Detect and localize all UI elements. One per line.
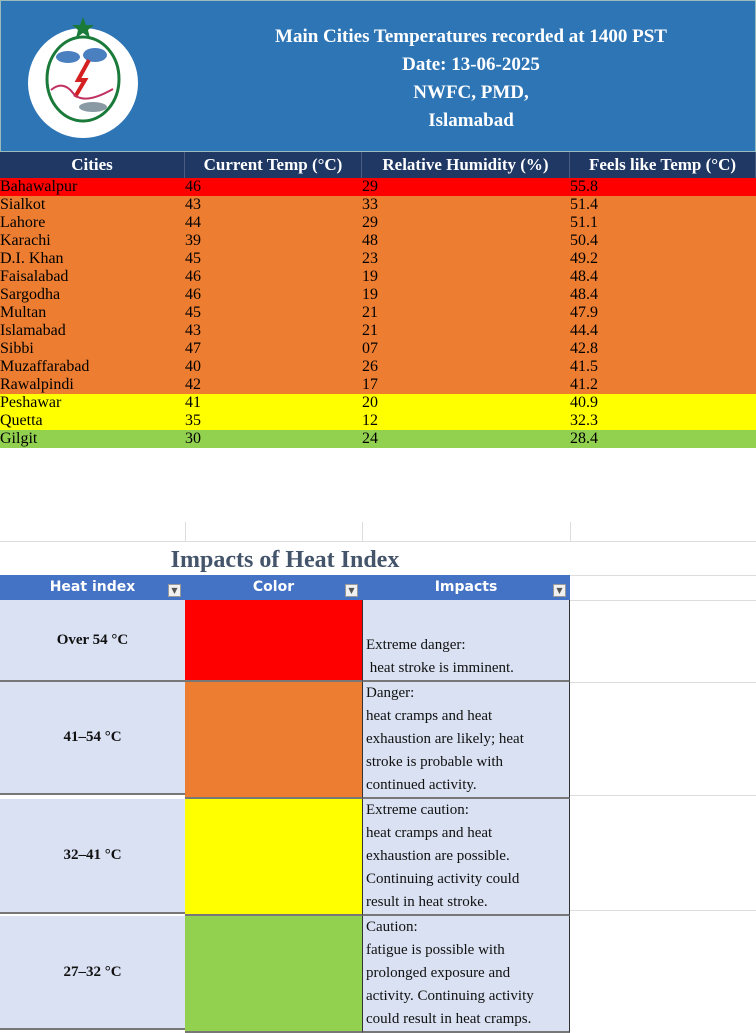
- cell-rh: 29: [362, 214, 570, 232]
- cell-temp: 43: [185, 322, 362, 340]
- cell-temp: 35: [185, 412, 362, 430]
- cell-city: Karachi: [0, 232, 185, 250]
- heat-index-range: 27–32 °C: [0, 916, 185, 1030]
- cell-rh: 24: [362, 430, 570, 448]
- cell-temp: 39: [185, 232, 362, 250]
- impact-description: [362, 799, 570, 916]
- impact-description: [362, 600, 570, 682]
- temperature-table: [0, 178, 756, 448]
- cell-feels: 40.9: [570, 394, 756, 412]
- cell-rh: 20: [362, 394, 570, 412]
- cell-feels: 50.4: [570, 232, 756, 250]
- cell-temp: 46: [185, 286, 362, 304]
- cell-temp: 45: [185, 250, 362, 268]
- impact-line: continued activity.: [366, 777, 477, 793]
- impact-line: Extreme caution:: [366, 802, 469, 818]
- cell-temp: 41: [185, 394, 362, 412]
- cell-rh: 17: [362, 376, 570, 394]
- header-label: Impacts: [434, 579, 498, 595]
- heat-index-range: 32–41 °C: [0, 799, 185, 914]
- header-label: Color: [252, 579, 295, 595]
- filter-dropdown-icon[interactable]: ▼: [168, 584, 181, 597]
- cell-temp: 40: [185, 358, 362, 376]
- column-header-color: [185, 575, 362, 600]
- cell-rh: 12: [362, 412, 570, 430]
- cell-feels: 51.4: [570, 196, 756, 214]
- cell-rh: 21: [362, 304, 570, 322]
- cell-city: Sibbi: [0, 340, 185, 358]
- column-header-cities: Cities: [0, 152, 185, 178]
- impact-line: Continuing activity could: [366, 871, 520, 887]
- cell-rh: 26: [362, 358, 570, 376]
- impact-line: Caution:: [366, 919, 418, 935]
- cell-feels: 41.5: [570, 358, 756, 376]
- cell-temp: 47: [185, 340, 362, 358]
- cell-feels: 41.2: [570, 376, 756, 394]
- cell-feels: 44.4: [570, 322, 756, 340]
- column-header-feels-like: Feels like Temp (°C): [570, 152, 756, 178]
- cell-temp: 42: [185, 376, 362, 394]
- empty-column: [570, 542, 756, 1024]
- report-title: [191, 23, 751, 135]
- cell-city: Gilgit: [0, 430, 185, 448]
- impacts-table: [0, 600, 570, 1033]
- cell-city: Sargodha: [0, 286, 185, 304]
- cell-rh: 29: [362, 178, 570, 196]
- column-header-impacts: [362, 575, 570, 600]
- impact-line: result in heat stroke.: [366, 894, 488, 910]
- cell-temp: 46: [185, 178, 362, 196]
- color-swatch: [185, 682, 362, 799]
- cell-temp: 46: [185, 268, 362, 286]
- color-swatch: [185, 799, 362, 916]
- cell-feels: 48.4: [570, 286, 756, 304]
- table-header: [0, 152, 756, 178]
- pmd-logo-icon: [23, 15, 143, 140]
- column-header-current-temp: Current Temp (°C): [185, 152, 362, 178]
- cell-city: Rawalpindi: [0, 376, 185, 394]
- impact-description: [362, 682, 570, 799]
- cell-rh: 33: [362, 196, 570, 214]
- color-swatch: [185, 600, 362, 682]
- cell-feels: 51.1: [570, 214, 756, 232]
- impact-line: prolonged exposure and: [366, 965, 511, 981]
- cell-feels: 48.4: [570, 268, 756, 286]
- title-line: Islamabad: [428, 110, 514, 131]
- cell-feels: 55.8: [570, 178, 756, 196]
- title-line: Main Cities Temperatures recorded at 1400 PST: [275, 26, 667, 47]
- cell-city: Faisalabad: [0, 268, 185, 286]
- cell-city: D.I. Khan: [0, 250, 185, 268]
- cell-feels: 28.4: [570, 430, 756, 448]
- report-date: Date: 13-06-2025: [402, 54, 540, 75]
- color-swatch: [185, 916, 362, 1033]
- impact-line: activity. Continuing activity: [366, 988, 534, 1004]
- cell-city: Peshawar: [0, 394, 185, 412]
- impact-line: could result in heat cramps.: [366, 1011, 532, 1027]
- header-banner: [0, 0, 756, 152]
- filter-dropdown-icon[interactable]: ▼: [553, 584, 566, 597]
- cell-temp: 30: [185, 430, 362, 448]
- cell-rh: 48: [362, 232, 570, 250]
- empty-row: [0, 522, 756, 542]
- cell-rh: 19: [362, 286, 570, 304]
- heat-index-range: Over 54 °C: [0, 600, 185, 682]
- header-label: Heat index: [49, 579, 136, 595]
- cell-rh: 23: [362, 250, 570, 268]
- title-line: NWFC, PMD,: [413, 82, 529, 103]
- cell-feels: 47.9: [570, 304, 756, 322]
- impact-line: heat cramps and heat: [366, 708, 493, 724]
- cell-city: Multan: [0, 304, 185, 322]
- cell-temp: 44: [185, 214, 362, 232]
- impact-line: fatigue is possible with: [366, 942, 505, 958]
- impact-line: heat stroke is imminent.: [366, 660, 514, 676]
- cell-feels: 42.8: [570, 340, 756, 358]
- cell-feels: 49.2: [570, 250, 756, 268]
- impact-line: Extreme danger:: [366, 637, 466, 653]
- impacts-title: Impacts of Heat Index: [170, 547, 400, 573]
- cell-city: Lahore: [0, 214, 185, 232]
- heat-index-range: 41–54 °C: [0, 682, 185, 795]
- cell-temp: 45: [185, 304, 362, 322]
- cell-rh: 21: [362, 322, 570, 340]
- impact-line: stroke is probable with: [366, 754, 504, 770]
- cell-city: Bahawalpur: [0, 178, 185, 196]
- impact-description: [362, 916, 570, 1033]
- cell-temp: 43: [185, 196, 362, 214]
- impact-line: Danger:: [366, 685, 415, 701]
- cell-feels: 32.3: [570, 412, 756, 430]
- filter-dropdown-icon[interactable]: ▼: [345, 584, 358, 597]
- cell-city: Sialkot: [0, 196, 185, 214]
- column-header-heat-index: [0, 575, 185, 600]
- cell-city: Muzaffarabad: [0, 358, 185, 376]
- impacts-header: [0, 575, 570, 600]
- cell-rh: 07: [362, 340, 570, 358]
- impact-line: exhaustion are likely; heat: [366, 731, 524, 747]
- cell-rh: 19: [362, 268, 570, 286]
- cell-city: Islamabad: [0, 322, 185, 340]
- impact-line: exhaustion are possible.: [366, 848, 510, 864]
- cell-city: Quetta: [0, 412, 185, 430]
- column-header-humidity: Relative Humidity (%): [362, 152, 570, 178]
- impact-line: heat cramps and heat: [366, 825, 493, 841]
